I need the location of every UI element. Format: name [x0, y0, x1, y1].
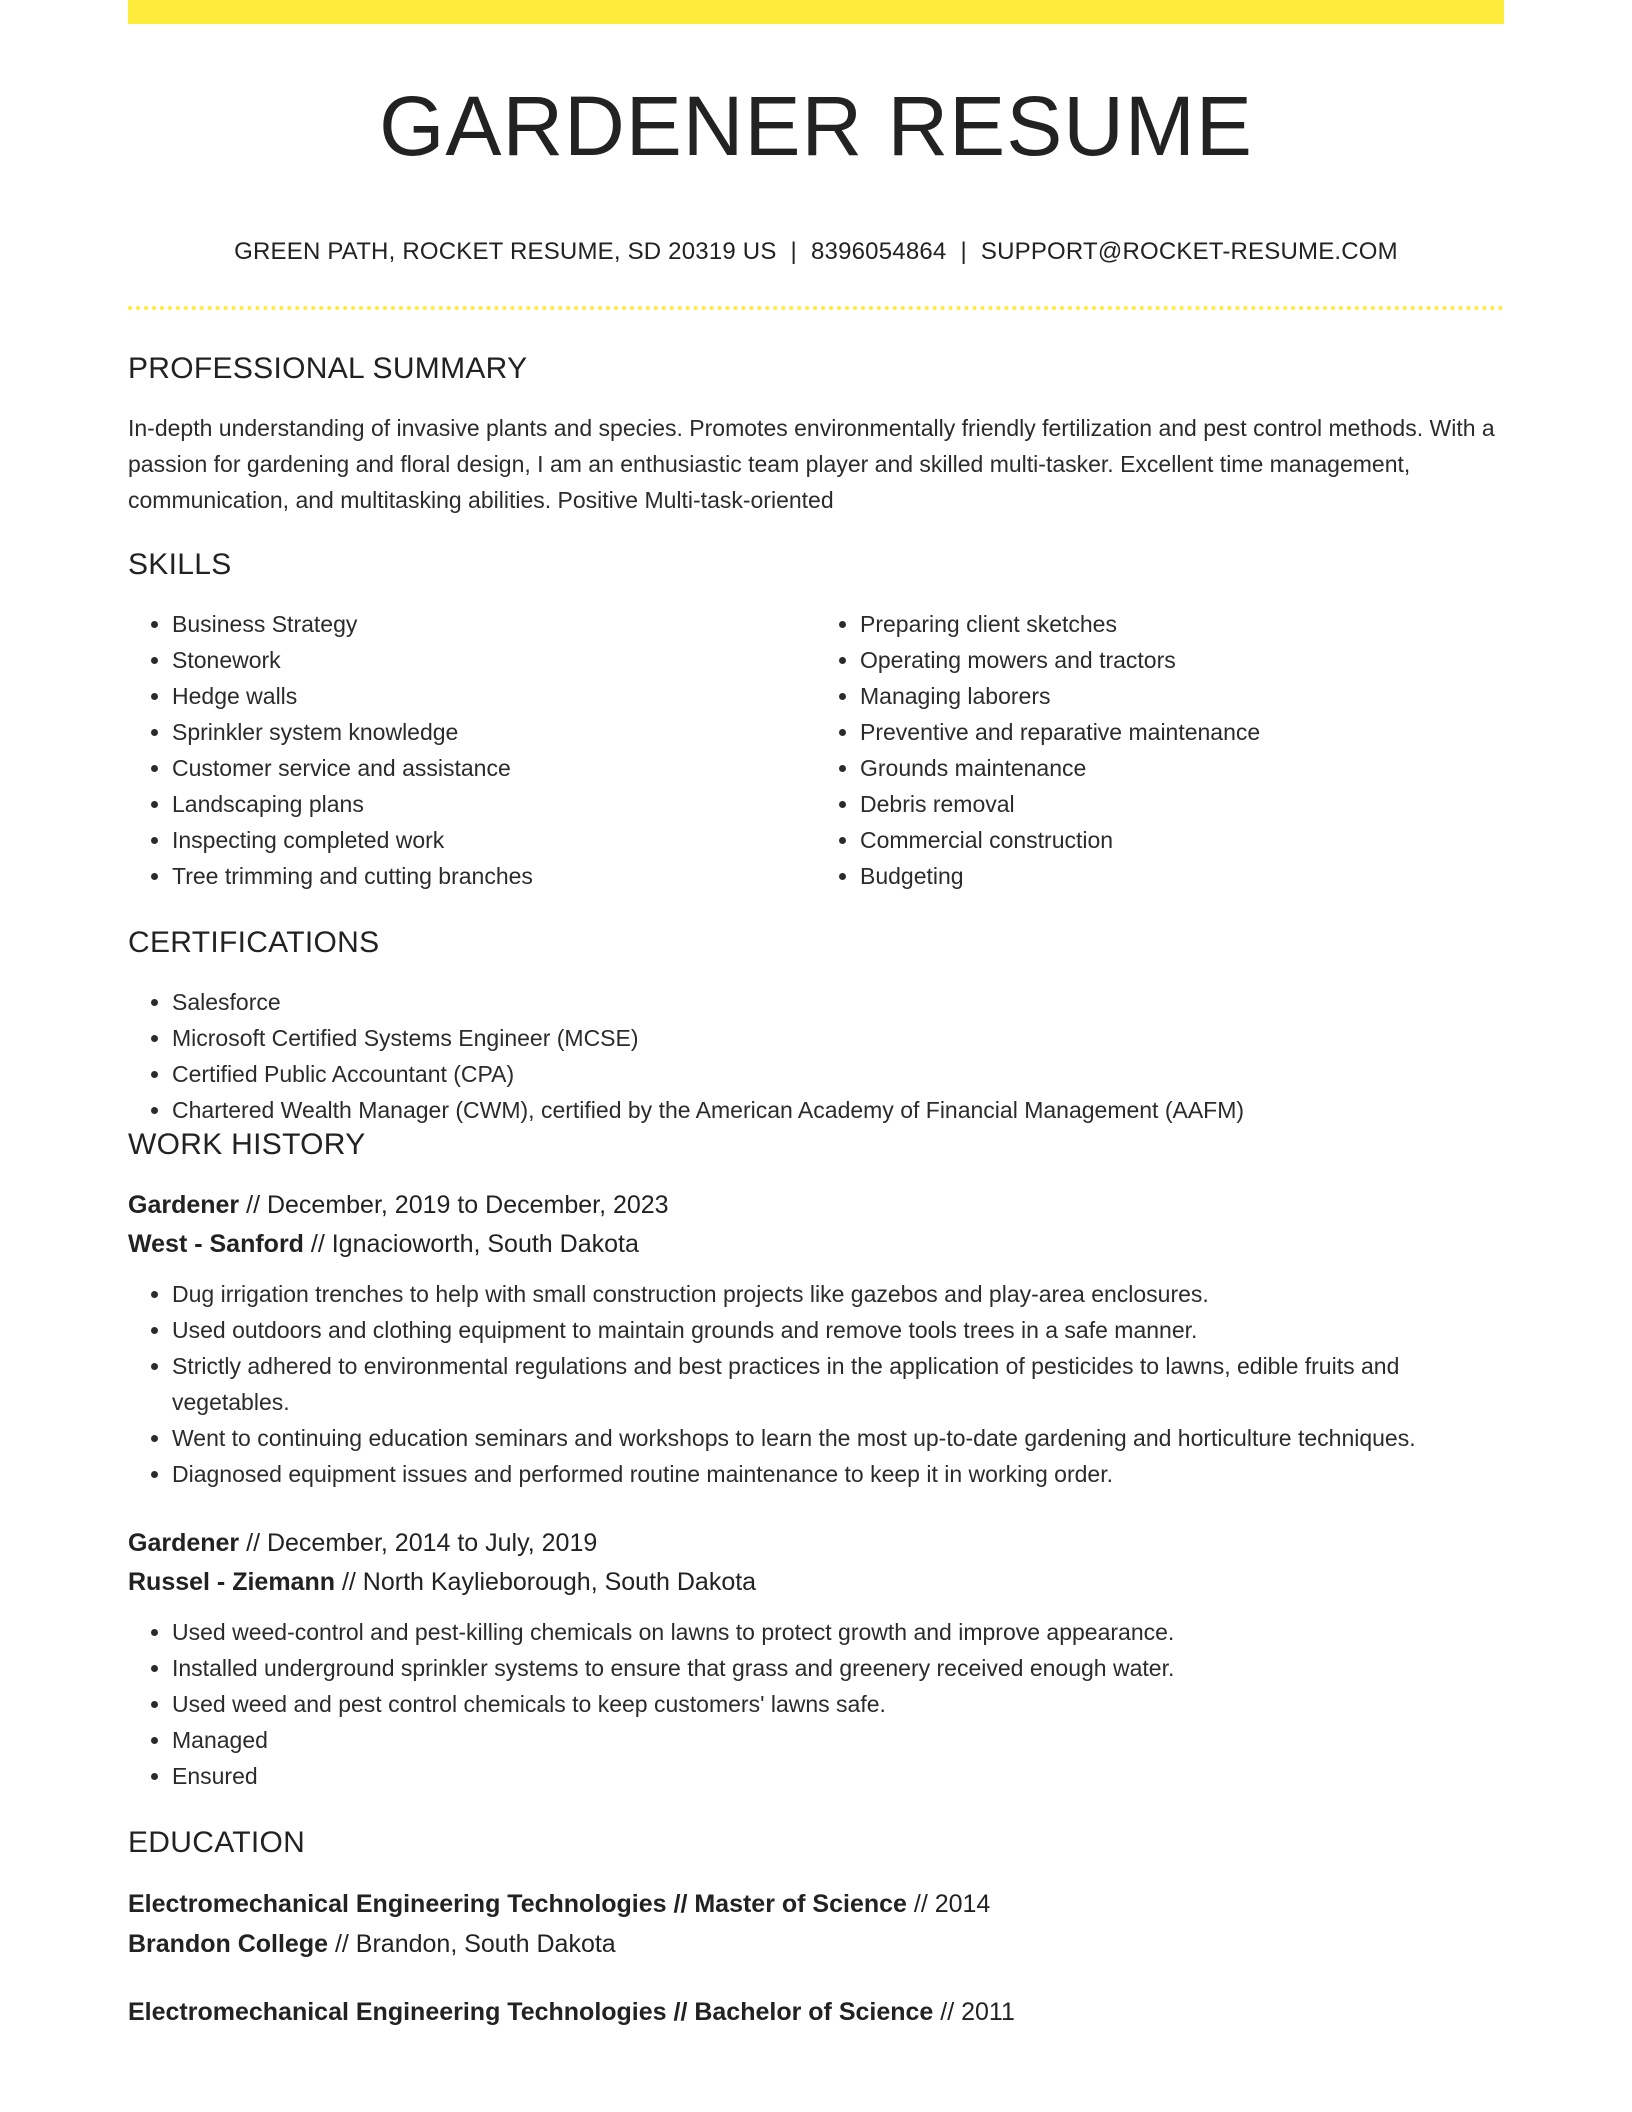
skill-item: • Sprinkler system knowledge — [172, 714, 816, 750]
contact-email[interactable]: SUPPORT@ROCKET-RESUME.COM — [980, 238, 1398, 265]
job-company-line — [128, 1563, 1504, 1602]
section-heading-skills: SKILLS — [128, 548, 232, 581]
education-degree-line — [128, 1884, 1504, 1924]
work-history-section — [128, 1128, 1504, 1794]
skill-item: • Tree trimming and cutting branches — [172, 858, 816, 894]
job-entry — [128, 1186, 1504, 1492]
skills-columns — [128, 606, 1504, 894]
summary-text: In-depth understanding of invasive plants and species. Promotes environmentally friendly fertilization and pest control methods. With a passion for gardening and floral design, I am an enthusiastic team player and skilled multi-tasker. Excellent time management, communication, and multitasking abilities. Positive Multi-task-oriented — [128, 415, 1495, 513]
job-duty-item: • Used outdoors and clothing equipment to maintain grounds and remove tools trees in a safe manner. — [172, 1312, 1504, 1348]
summary-section — [128, 352, 1504, 518]
contact-phone: 8396054864 — [810, 238, 947, 265]
contact-separator: | — [960, 238, 967, 265]
education-entry — [128, 1884, 1504, 1964]
certification-item: • Chartered Wealth Manager (CWM), certified by the American Academy of Financial Management (AAFM) — [172, 1092, 1504, 1128]
job-title-line — [128, 1524, 1504, 1563]
skills-list-right — [816, 606, 1504, 894]
skill-item: • Inspecting completed work — [172, 822, 816, 858]
skill-item: • Commercial construction — [860, 822, 1504, 858]
job-location: // North Kaylieborough, South Dakota — [335, 1568, 757, 1596]
skills-list-left — [128, 606, 816, 894]
education-degree-line — [128, 1992, 1504, 2032]
skill-item: • Preparing client sketches — [860, 606, 1504, 642]
contact-line — [128, 238, 1504, 266]
education-year: // 2011 — [933, 1998, 1015, 2026]
contact-address: GREEN PATH, ROCKET RESUME, SD 20319 US — [234, 238, 777, 265]
job-duty-item: • Went to continuing education seminars and workshops to learn the most up-to-date gardening and horticulture techniques. — [172, 1420, 1504, 1456]
education-section — [128, 1826, 1504, 2032]
education-degree: Electromechanical Engineering Technologies // Master of Science — [128, 1890, 907, 1918]
certifications-list — [128, 984, 1504, 1128]
accent-bar — [128, 0, 1504, 24]
skill-item: • Stonework — [172, 642, 816, 678]
job-duty-item: • Used weed and pest control chemicals to keep customers' lawns safe. — [172, 1686, 1504, 1722]
job-duties-list — [128, 1614, 1504, 1794]
job-dates: // December, 2019 to December, 2023 — [239, 1191, 669, 1219]
job-title-line — [128, 1186, 1504, 1225]
skill-item: • Managing laborers — [860, 678, 1504, 714]
section-heading-education: EDUCATION — [128, 1826, 306, 1859]
job-duties-list — [128, 1276, 1504, 1492]
job-duty-item: • Diagnosed equipment issues and performed routine maintenance to keep it in working order. — [172, 1456, 1504, 1492]
education-entry — [128, 1992, 1504, 2032]
job-dates: // December, 2014 to July, 2019 — [239, 1529, 598, 1557]
skill-item: • Hedge walls — [172, 678, 816, 714]
header-divider — [128, 306, 1504, 310]
skill-item: • Customer service and assistance — [172, 750, 816, 786]
job-duty-item: • Dug irrigation trenches to help with small construction projects like gazebos and play-area enclosures. — [172, 1276, 1504, 1312]
job-title: Gardener — [128, 1191, 240, 1219]
contact-separator: | — [790, 238, 797, 265]
job-company-line — [128, 1225, 1504, 1264]
skills-section — [128, 548, 1504, 894]
job-duty-item: • Installed underground sprinkler systems to ensure that grass and greenery received enough water. — [172, 1650, 1504, 1686]
job-duty-item: • Managed — [172, 1722, 1504, 1758]
education-location: // Brandon, South Dakota — [328, 1930, 616, 1958]
skill-item: • Business Strategy — [172, 606, 816, 642]
certifications-section — [128, 926, 1504, 1128]
education-degree: Electromechanical Engineering Technologies // Bachelor of Science — [128, 1998, 934, 2026]
job-duty-item: • Ensured — [172, 1758, 1504, 1794]
skill-item: • Budgeting — [860, 858, 1504, 894]
skill-item: • Operating mowers and tractors — [860, 642, 1504, 678]
skill-item: • Landscaping plans — [172, 786, 816, 822]
job-company: Russel - Ziemann — [128, 1568, 335, 1596]
education-year: // 2014 — [906, 1890, 991, 1918]
education-school-line — [128, 1924, 1504, 1964]
job-duty-item: • Strictly adhered to environmental regulations and best practices in the application of pesticides to lawns, edible fruits and vegetables. — [172, 1348, 1504, 1420]
job-entry — [128, 1524, 1504, 1794]
job-company: West - Sanford — [128, 1230, 304, 1258]
job-title: Gardener — [128, 1529, 240, 1557]
skill-item: • Grounds maintenance — [860, 750, 1504, 786]
education-school: Brandon College — [128, 1930, 329, 1958]
skill-item: • Preventive and reparative maintenance — [860, 714, 1504, 750]
section-heading-certifications: CERTIFICATIONS — [128, 926, 380, 959]
section-heading-work-history: WORK HISTORY — [128, 1128, 366, 1161]
certification-item: • Certified Public Accountant (CPA) — [172, 1056, 1504, 1092]
certification-item: • Microsoft Certified Systems Engineer (MCSE) — [172, 1020, 1504, 1056]
certification-item: • Salesforce — [172, 984, 1504, 1020]
resume-title: GARDENER RESUME — [379, 79, 1253, 173]
job-duty-item: • Used weed-control and pest-killing chemicals on lawns to protect growth and improve appearance. — [172, 1614, 1504, 1650]
skill-item: • Debris removal — [860, 786, 1504, 822]
resume-body — [128, 352, 1504, 2060]
job-location: // Ignacioworth, South Dakota — [303, 1230, 639, 1258]
section-heading-summary: PROFESSIONAL SUMMARY — [128, 352, 528, 385]
